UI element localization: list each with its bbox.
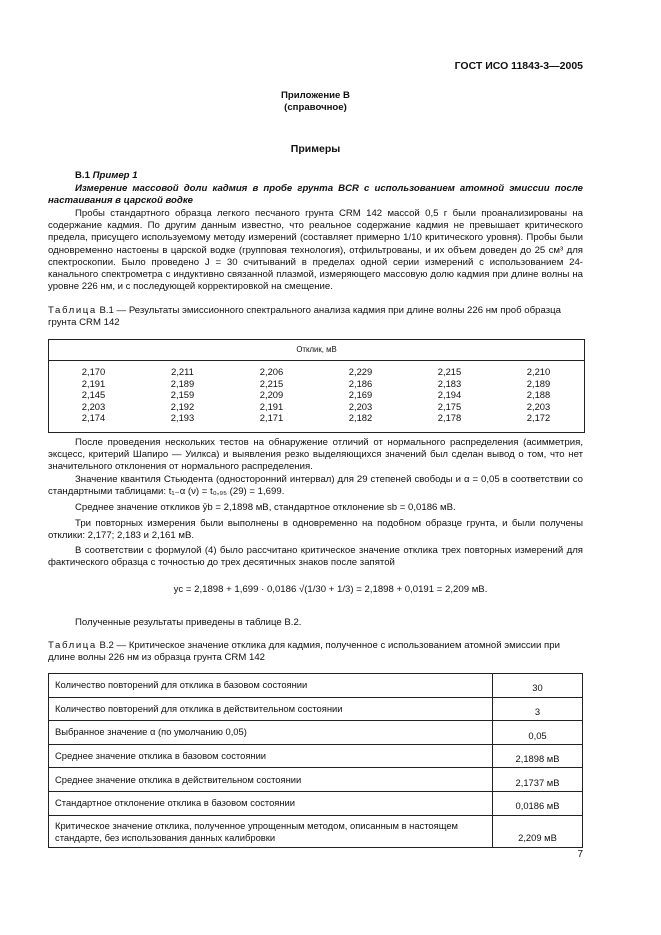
table-row	[49, 768, 583, 792]
table-cell: 2,186	[348, 377, 373, 389]
table-row	[49, 389, 584, 401]
table-row	[49, 378, 584, 390]
parameter-name: Среднее значение отклика в действительном состоянии	[49, 768, 493, 792]
table1-caption	[48, 305, 583, 329]
critical-value-formula: yc = 2,1898 + 1,699 · 0,0186 √(1/30 + 1/3) = 2,1898 + 0,0191 = 2,209 мВ.	[173, 584, 488, 595]
parameter-name: Количество повторений для отклика в действительном состоянии	[49, 697, 493, 721]
table-cell: 2,178	[437, 412, 462, 424]
table-row	[49, 697, 583, 721]
example-paragraph: Пробы стандартного образца легкого песчаного грунта CRM 142 массой 0,5 г были проанализированы на содержание кадмия. По другим данным известно, что реальное содержание кадмия не превышает критического предела, присущего используемому методу измерений (составляет примерно 1/10 критического уровня). Пробы были одновременно настоены в царской водке (групповая технология), отфильтрованы, и их объем доведен до 25 см³ для спектроскопии. Было проведено J = 30 считываний в пределах одной серии измерений с использованием 24-канального спектрометра с индуктивно связанной плазмой, измеряющего массовую долю кадмия при длине волны на уровне 226 нм, и с последующей корректировкой на смещение.	[48, 208, 583, 293]
table-cell: 2,189	[526, 377, 551, 389]
table1-caption-label: Таблица	[48, 305, 97, 316]
example-subtitle: Измерение массовой доли кадмия в пробе грунта BCR с использованием атомной эмиссии после настаивания в царской водке	[48, 183, 583, 207]
table-cell: 2,203	[81, 400, 106, 412]
example-heading	[48, 170, 583, 182]
table-cell: 2,191	[259, 400, 284, 412]
table-cell: 2,229	[348, 366, 373, 377]
appendix-title: Приложение В	[281, 90, 350, 101]
appendix-subtitle: (справочное)	[284, 102, 347, 113]
normality-paragraph: После проведения нескольких тестов на обнаружение отличий от нормального распределения (асимметрия, эксцесс, критерий Шапиро — Уилкса) и выявления резко выделяющихся значений был сделан вывод о том, что нет значительного отклонения от нормального распределения.	[48, 437, 583, 473]
table2-caption-label: Таблица	[48, 640, 97, 651]
table-row	[49, 412, 584, 424]
parameter-name: Среднее значение отклика в базовом состоянии	[49, 744, 493, 768]
table-row	[49, 366, 584, 378]
table-cell: 2,203	[526, 400, 551, 412]
example-heading-text: Пример 1	[92, 170, 138, 181]
mean-paragraph: Среднее значение откликов ȳb = 2,1898 мВ, стандартное отклонение sb = 0,0186 мВ.	[75, 502, 456, 513]
parameter-name: Выбранное значение α (по умолчанию 0,05)	[49, 721, 493, 745]
document-header: ГОСТ ИСО 11843-3—2005	[454, 60, 583, 72]
table-cell: 2,172	[526, 412, 551, 424]
table-cell: 2,159	[170, 389, 195, 401]
table2-caption-text: B.2 — Критическое значение отклика для кадмия, полученное с использованием атомной эмиссии при длине волны 226 нм из образца грунта CRM 142	[48, 640, 560, 664]
section-title: Примеры	[290, 143, 341, 155]
parameter-value: 0,0186 мВ	[493, 791, 583, 815]
table-cell: 2,215	[437, 366, 462, 377]
table-cell: 2,171	[259, 412, 284, 424]
table-cell: 2,194	[437, 389, 462, 401]
table-row	[49, 744, 583, 768]
table-cell: 2,215	[259, 377, 284, 389]
table-cell: 2,210	[526, 366, 551, 377]
table-cell: 2,191	[81, 377, 106, 389]
table-cell: 2,209	[259, 389, 284, 401]
parameter-value: 30	[493, 674, 583, 698]
parameter-name: Критическое значение отклика, полученное упрощенным методом, описанным в настоящем стандарте, без использования данных калибровки	[49, 815, 493, 847]
parameter-name: Количество повторений для отклика в базовом состоянии	[49, 674, 493, 698]
table-cell: 2,182	[348, 412, 373, 424]
table-row	[49, 791, 583, 815]
page-number: 7	[577, 849, 583, 860]
table-cell: 2,175	[437, 400, 462, 412]
table-cell: 2,192	[170, 400, 195, 412]
table2-caption	[48, 640, 583, 664]
table-row	[49, 721, 583, 745]
table-cell: 2,174	[81, 412, 106, 424]
table-row	[49, 401, 584, 413]
table-cell: 2,193	[170, 412, 195, 424]
formula-intro-paragraph: В соответствии с формулой (4) было рассчитано критическое значение отклика трех повторных измерений для фактического образца с точностью до трех десятичных знаков после запятой	[48, 545, 583, 569]
response-table	[48, 339, 585, 433]
table-row	[49, 815, 583, 847]
table-row	[49, 674, 583, 698]
parameter-value: 2,209 мВ	[493, 815, 583, 847]
parameter-name: Стандартное отклонение отклика в базовом состоянии	[49, 791, 493, 815]
example-heading-number: B.1	[75, 170, 93, 181]
response-table-header: Отклик, мВ	[49, 340, 584, 361]
table-cell: 2,169	[348, 389, 373, 401]
parameter-value: 3	[493, 697, 583, 721]
results-paragraph: Полученные результаты приведены в таблице B.2.	[75, 617, 302, 628]
table-cell: 2,211	[171, 366, 194, 377]
table-cell: 2,189	[170, 377, 195, 389]
table-cell: 2,145	[81, 389, 106, 401]
critical-value-table	[48, 673, 583, 848]
parameter-value: 2,1737 мВ	[493, 768, 583, 792]
repeat-paragraph: Три повторных измерения были выполнены в одновременно на подобном образце грунта, и были получены отклики: 2,177; 2,183 и 2,161 мВ.	[48, 518, 583, 542]
table1-caption-text: B.1 — Результаты эмиссионного спектрального анализа кадмия при длине волны 226 нм проб образца грунта CRM 142	[48, 305, 561, 329]
table-cell: 2,206	[259, 366, 284, 377]
response-table-body	[49, 361, 584, 432]
table-cell: 2,170	[81, 366, 106, 377]
parameter-value: 2,1898 мВ	[493, 744, 583, 768]
parameter-value: 0,05	[493, 721, 583, 745]
table-cell: 2,203	[348, 400, 373, 412]
table-cell: 2,188	[526, 389, 551, 401]
quantile-paragraph: Значение квантиля Стьюдента (односторонний интервал) для 29 степеней свободы и α = 0,05 в соответствии со стандартными таблицами: t₁₋α (ν) = t₀,₉₅ (29) = 1,699.	[48, 474, 583, 498]
table-cell: 2,183	[437, 377, 462, 389]
